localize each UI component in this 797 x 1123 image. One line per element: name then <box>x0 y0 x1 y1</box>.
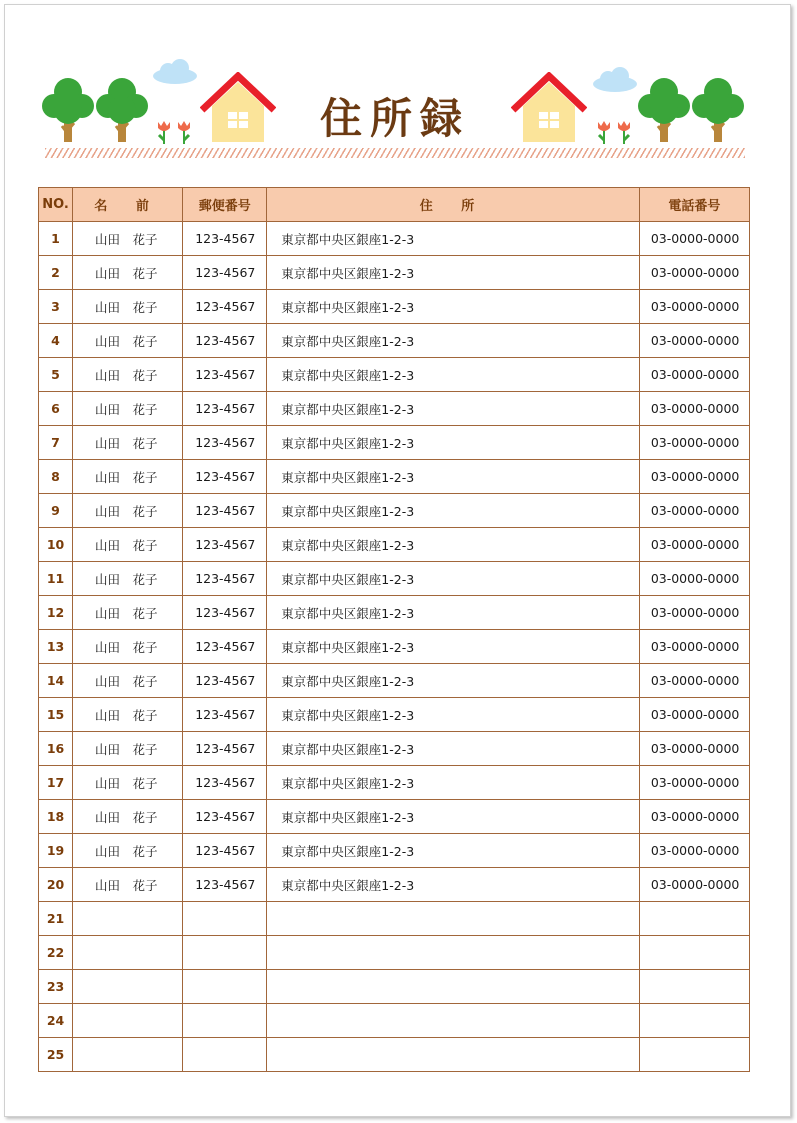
table-row <box>39 392 750 426</box>
row-name: 山田 花子 <box>73 392 183 426</box>
row-tel: 03-0000-0000 <box>639 698 749 732</box>
row-no: 17 <box>39 766 73 800</box>
address-table <box>38 187 750 1072</box>
row-no: 6 <box>39 392 73 426</box>
header-decoration <box>0 0 797 170</box>
row-zip: 123-4567 <box>183 562 267 596</box>
row-tel: 03-0000-0000 <box>639 766 749 800</box>
row-zip: 123-4567 <box>183 868 267 902</box>
row-tel: 03-0000-0000 <box>639 324 749 358</box>
row-tel: 03-0000-0000 <box>639 868 749 902</box>
row-address <box>267 1038 640 1072</box>
row-tel: 03-0000-0000 <box>639 630 749 664</box>
row-no: 20 <box>39 868 73 902</box>
row-tel <box>639 1004 749 1038</box>
tree-icon <box>690 76 748 144</box>
row-no: 25 <box>39 1038 73 1072</box>
table-row <box>39 256 750 290</box>
row-name: 山田 花子 <box>73 256 183 290</box>
table-row <box>39 528 750 562</box>
row-tel: 03-0000-0000 <box>639 290 749 324</box>
row-address: 東京都中央区銀座1-2-3 <box>267 868 640 902</box>
table-row <box>39 868 750 902</box>
row-zip <box>183 1038 267 1072</box>
row-address <box>267 1004 640 1038</box>
row-address: 東京都中央区銀座1-2-3 <box>267 664 640 698</box>
row-zip <box>183 970 267 1004</box>
row-no: 23 <box>39 970 73 1004</box>
row-address: 東京都中央区銀座1-2-3 <box>267 426 640 460</box>
row-no: 13 <box>39 630 73 664</box>
row-tel <box>639 1038 749 1072</box>
table-row <box>39 664 750 698</box>
row-name: 山田 花子 <box>73 664 183 698</box>
row-address <box>267 970 640 1004</box>
row-name: 山田 花子 <box>73 290 183 324</box>
table-row <box>39 630 750 664</box>
row-tel: 03-0000-0000 <box>639 426 749 460</box>
table-row <box>39 358 750 392</box>
row-address: 東京都中央区銀座1-2-3 <box>267 358 640 392</box>
row-no: 18 <box>39 800 73 834</box>
table-row <box>39 732 750 766</box>
row-zip: 123-4567 <box>183 698 267 732</box>
row-tel: 03-0000-0000 <box>639 596 749 630</box>
row-zip: 123-4567 <box>183 766 267 800</box>
house-icon <box>511 72 587 144</box>
row-address: 東京都中央区銀座1-2-3 <box>267 528 640 562</box>
row-address: 東京都中央区銀座1-2-3 <box>267 766 640 800</box>
row-address: 東京都中央区銀座1-2-3 <box>267 596 640 630</box>
row-name <box>73 1004 183 1038</box>
row-name: 山田 花子 <box>73 800 183 834</box>
row-name: 山田 花子 <box>73 868 183 902</box>
row-name: 山田 花子 <box>73 426 183 460</box>
table-row <box>39 1004 750 1038</box>
table-row <box>39 800 750 834</box>
row-zip: 123-4567 <box>183 426 267 460</box>
row-name: 山田 花子 <box>73 460 183 494</box>
row-no: 15 <box>39 698 73 732</box>
row-address: 東京都中央区銀座1-2-3 <box>267 630 640 664</box>
row-zip: 123-4567 <box>183 290 267 324</box>
row-zip: 123-4567 <box>183 494 267 528</box>
row-address: 東京都中央区銀座1-2-3 <box>267 494 640 528</box>
table-row <box>39 426 750 460</box>
row-tel <box>639 902 749 936</box>
header-zip: 郵便番号 <box>183 188 267 222</box>
row-address: 東京都中央区銀座1-2-3 <box>267 392 640 426</box>
row-tel: 03-0000-0000 <box>639 528 749 562</box>
table-row <box>39 562 750 596</box>
row-zip <box>183 1004 267 1038</box>
header-address: 住 所 <box>267 188 640 222</box>
row-address: 東京都中央区銀座1-2-3 <box>267 222 640 256</box>
ground-stripe <box>45 148 745 158</box>
row-tel: 03-0000-0000 <box>639 358 749 392</box>
row-zip: 123-4567 <box>183 256 267 290</box>
row-zip: 123-4567 <box>183 324 267 358</box>
row-address: 東京都中央区銀座1-2-3 <box>267 562 640 596</box>
row-zip <box>183 902 267 936</box>
row-no: 4 <box>39 324 73 358</box>
row-name: 山田 花子 <box>73 766 183 800</box>
row-address <box>267 936 640 970</box>
row-tel: 03-0000-0000 <box>639 800 749 834</box>
row-tel: 03-0000-0000 <box>639 834 749 868</box>
row-no: 19 <box>39 834 73 868</box>
row-no: 8 <box>39 460 73 494</box>
row-zip: 123-4567 <box>183 664 267 698</box>
table-row <box>39 290 750 324</box>
row-tel: 03-0000-0000 <box>639 392 749 426</box>
row-no: 5 <box>39 358 73 392</box>
row-name <box>73 902 183 936</box>
table-row <box>39 324 750 358</box>
row-zip: 123-4567 <box>183 392 267 426</box>
table-row <box>39 698 750 732</box>
row-no: 10 <box>39 528 73 562</box>
row-address: 東京都中央区銀座1-2-3 <box>267 460 640 494</box>
row-tel: 03-0000-0000 <box>639 664 749 698</box>
row-name: 山田 花子 <box>73 324 183 358</box>
row-zip: 123-4567 <box>183 630 267 664</box>
house-icon <box>200 72 276 144</box>
header-tel: 電話番号 <box>639 188 749 222</box>
row-tel: 03-0000-0000 <box>639 562 749 596</box>
row-name: 山田 花子 <box>73 732 183 766</box>
row-name <box>73 970 183 1004</box>
row-no: 2 <box>39 256 73 290</box>
row-name: 山田 花子 <box>73 562 183 596</box>
row-zip: 123-4567 <box>183 800 267 834</box>
row-tel: 03-0000-0000 <box>639 732 749 766</box>
row-no: 24 <box>39 1004 73 1038</box>
table-row <box>39 936 750 970</box>
tree-icon <box>636 76 694 144</box>
row-tel: 03-0000-0000 <box>639 494 749 528</box>
tree-icon <box>40 76 98 144</box>
table-row <box>39 902 750 936</box>
row-tel: 03-0000-0000 <box>639 460 749 494</box>
row-address: 東京都中央区銀座1-2-3 <box>267 834 640 868</box>
row-address: 東京都中央区銀座1-2-3 <box>267 800 640 834</box>
row-name <box>73 1038 183 1072</box>
row-tel <box>639 936 749 970</box>
row-address: 東京都中央区銀座1-2-3 <box>267 290 640 324</box>
row-name: 山田 花子 <box>73 834 183 868</box>
table-row <box>39 970 750 1004</box>
row-name: 山田 花子 <box>73 630 183 664</box>
row-address: 東京都中央区銀座1-2-3 <box>267 698 640 732</box>
row-no: 9 <box>39 494 73 528</box>
row-name: 山田 花子 <box>73 698 183 732</box>
table-row <box>39 460 750 494</box>
row-zip: 123-4567 <box>183 834 267 868</box>
row-address: 東京都中央区銀座1-2-3 <box>267 732 640 766</box>
row-address: 東京都中央区銀座1-2-3 <box>267 324 640 358</box>
page-title: 住所録 <box>319 94 470 143</box>
row-no: 16 <box>39 732 73 766</box>
table-row <box>39 596 750 630</box>
row-no: 3 <box>39 290 73 324</box>
header-name: 名 前 <box>73 188 183 222</box>
table-header-row <box>39 188 750 222</box>
row-no: 21 <box>39 902 73 936</box>
table-row <box>39 1038 750 1072</box>
row-zip: 123-4567 <box>183 222 267 256</box>
row-name: 山田 花子 <box>73 222 183 256</box>
row-no: 22 <box>39 936 73 970</box>
row-name <box>73 936 183 970</box>
row-name: 山田 花子 <box>73 494 183 528</box>
row-tel <box>639 970 749 1004</box>
row-zip: 123-4567 <box>183 528 267 562</box>
row-zip <box>183 936 267 970</box>
row-address <box>267 902 640 936</box>
row-zip: 123-4567 <box>183 358 267 392</box>
table-row <box>39 494 750 528</box>
cloud-icon <box>150 58 200 86</box>
row-no: 14 <box>39 664 73 698</box>
header-no: NO. <box>39 188 73 222</box>
row-name: 山田 花子 <box>73 358 183 392</box>
cloud-icon <box>590 66 640 94</box>
tulip-icon <box>154 118 196 144</box>
row-no: 7 <box>39 426 73 460</box>
tulip-icon <box>594 118 636 144</box>
row-no: 1 <box>39 222 73 256</box>
table-row <box>39 834 750 868</box>
row-no: 11 <box>39 562 73 596</box>
row-tel: 03-0000-0000 <box>639 256 749 290</box>
row-zip: 123-4567 <box>183 460 267 494</box>
row-address: 東京都中央区銀座1-2-3 <box>267 256 640 290</box>
tree-icon <box>94 76 152 144</box>
row-zip: 123-4567 <box>183 732 267 766</box>
table-row <box>39 766 750 800</box>
row-name: 山田 花子 <box>73 596 183 630</box>
row-zip: 123-4567 <box>183 596 267 630</box>
row-no: 12 <box>39 596 73 630</box>
table-row <box>39 222 750 256</box>
row-name: 山田 花子 <box>73 528 183 562</box>
row-tel: 03-0000-0000 <box>639 222 749 256</box>
